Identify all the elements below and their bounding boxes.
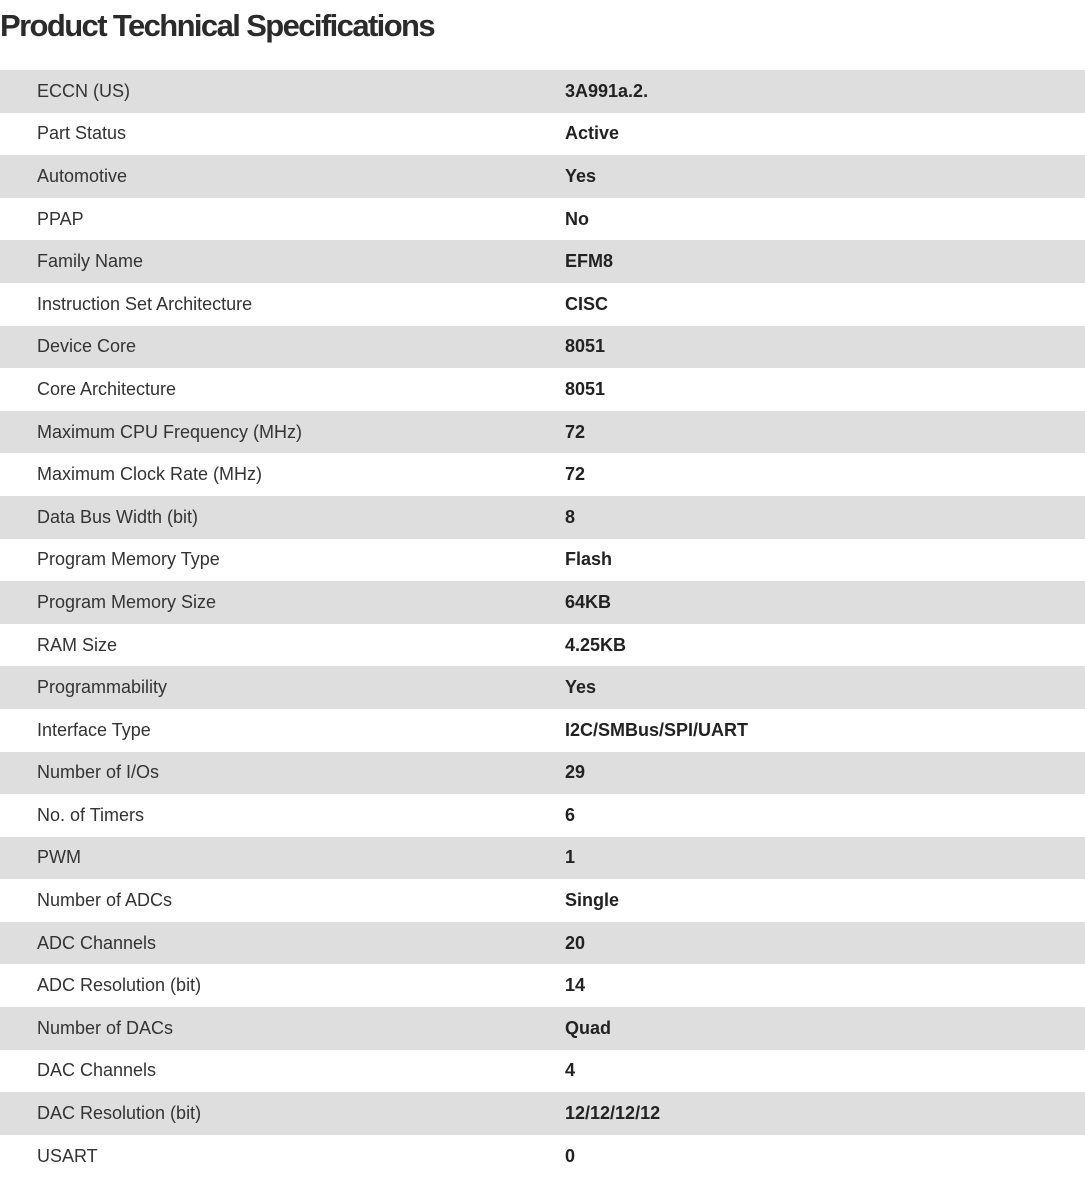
spec-value: 1 xyxy=(565,847,576,868)
spec-label: DAC Channels xyxy=(37,1060,157,1081)
spec-value: 4.25KB xyxy=(565,634,627,655)
spec-value: 64KB xyxy=(565,591,612,612)
spec-table-body xyxy=(0,70,1085,1177)
table-row xyxy=(0,1135,1085,1177)
spec-value: Quad xyxy=(565,1017,612,1038)
table-row xyxy=(0,411,1085,454)
table-row xyxy=(0,964,1085,1007)
table-row xyxy=(0,624,1085,667)
spec-label: USART xyxy=(37,1145,98,1166)
spec-label: Family Name xyxy=(37,251,144,272)
table-row xyxy=(0,922,1085,965)
spec-label: Number of I/Os xyxy=(37,762,160,783)
spec-label: Interface Type xyxy=(37,719,151,740)
table-row xyxy=(0,198,1085,241)
page-title: Product Technical Specifications xyxy=(0,8,435,43)
table-row xyxy=(0,70,1085,113)
table-row xyxy=(0,496,1085,539)
table-row xyxy=(0,539,1085,582)
table-row xyxy=(0,368,1085,411)
spec-value: 29 xyxy=(565,762,586,783)
spec-value: 8051 xyxy=(565,336,606,357)
spec-label: Maximum Clock Rate (MHz) xyxy=(37,464,263,485)
spec-label: Device Core xyxy=(37,336,137,357)
spec-value: 14 xyxy=(565,975,586,996)
table-row xyxy=(0,453,1085,496)
spec-value: Active xyxy=(565,123,620,144)
table-row xyxy=(0,326,1085,369)
spec-label: ECCN (US) xyxy=(37,80,130,101)
spec-table xyxy=(0,70,1085,1177)
table-row xyxy=(0,879,1085,922)
spec-label: Number of DACs xyxy=(37,1017,174,1038)
spec-value: 6 xyxy=(565,804,576,825)
table-row xyxy=(0,709,1085,752)
spec-label: Part Status xyxy=(37,123,127,144)
table-row xyxy=(0,837,1085,880)
table-row xyxy=(0,581,1085,624)
table-row xyxy=(0,1050,1085,1093)
spec-label: No. of Timers xyxy=(37,804,145,825)
spec-label: RAM Size xyxy=(37,634,118,655)
spec-value: I2C/SMBus/SPI/UART xyxy=(565,719,749,740)
table-row xyxy=(0,752,1085,795)
spec-label: ADC Resolution (bit) xyxy=(37,975,202,996)
spec-value: 72 xyxy=(565,464,586,485)
spec-label: Automotive xyxy=(37,165,128,186)
spec-value: 4 xyxy=(565,1060,576,1081)
spec-label: Program Memory Type xyxy=(37,549,220,570)
table-row xyxy=(0,1007,1085,1050)
spec-label: Data Bus Width (bit) xyxy=(37,506,199,527)
spec-label: Number of ADCs xyxy=(37,890,173,911)
spec-value: Single xyxy=(565,890,620,911)
spec-value: 3A991a.2. xyxy=(565,80,649,101)
spec-label: PWM xyxy=(37,847,81,868)
spec-value: 0 xyxy=(565,1145,576,1166)
spec-value: 8051 xyxy=(565,378,606,399)
spec-value: Flash xyxy=(565,549,613,570)
spec-label: DAC Resolution (bit) xyxy=(37,1103,202,1124)
spec-value: No xyxy=(565,208,589,229)
spec-label: Instruction Set Architecture xyxy=(37,293,253,314)
spec-label: PPAP xyxy=(37,208,84,229)
spec-label: Program Memory Size xyxy=(37,591,217,612)
spec-value: Yes xyxy=(565,165,597,186)
spec-label: Programmability xyxy=(37,677,168,698)
table-row xyxy=(0,283,1085,326)
table-row xyxy=(0,794,1085,837)
spec-label: Core Architecture xyxy=(37,378,177,399)
spec-value: 20 xyxy=(565,932,586,953)
spec-value: 12/12/12/12 xyxy=(565,1103,661,1124)
spec-label: ADC Channels xyxy=(37,932,157,953)
spec-value: 8 xyxy=(565,506,576,527)
table-row xyxy=(0,113,1085,156)
spec-label: Maximum CPU Frequency (MHz) xyxy=(37,421,303,442)
table-row xyxy=(0,155,1085,198)
spec-value: Yes xyxy=(565,677,597,698)
table-row xyxy=(0,1092,1085,1135)
spec-value: 72 xyxy=(565,421,586,442)
table-row xyxy=(0,240,1085,283)
table-row xyxy=(0,666,1085,709)
spec-value: EFM8 xyxy=(565,251,614,272)
spec-value: CISC xyxy=(565,293,609,314)
